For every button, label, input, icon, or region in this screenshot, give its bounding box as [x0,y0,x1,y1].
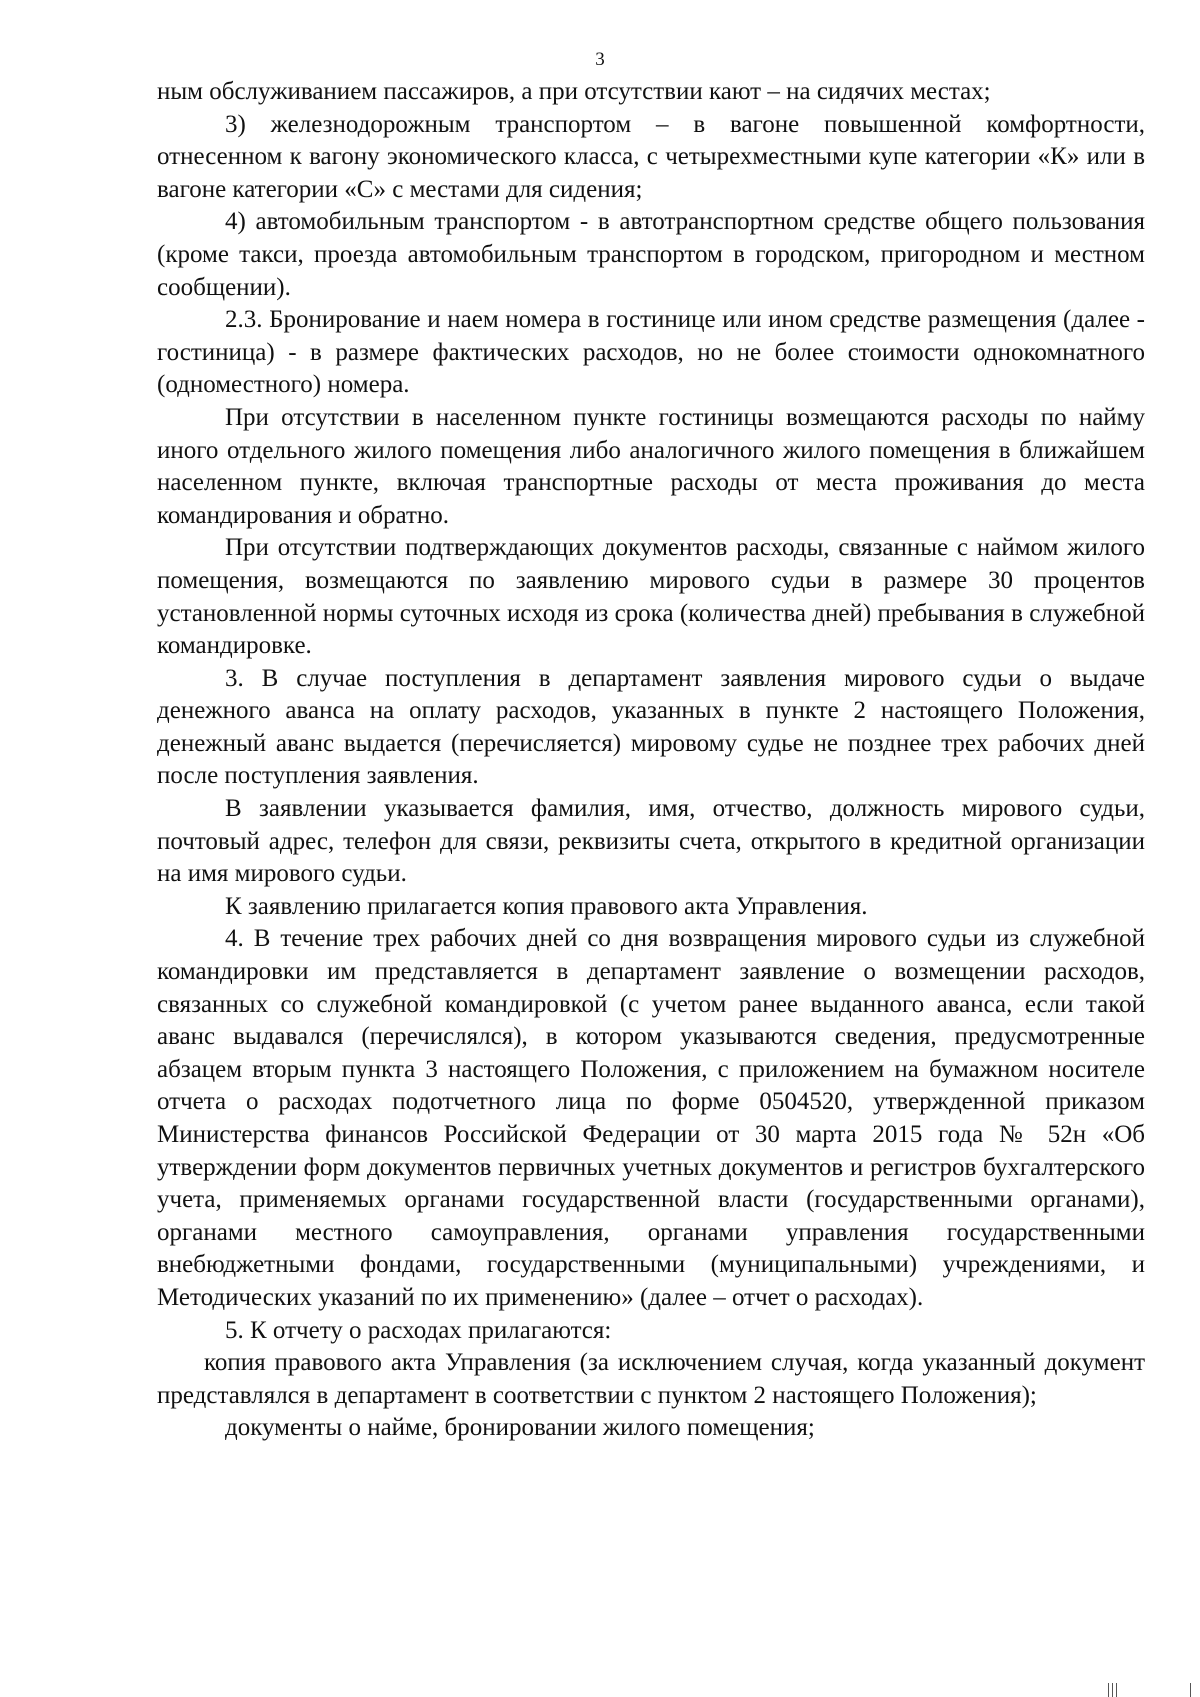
paragraph-legal-act-copy: копия правового акта Управления (за исключением случая, когда указанный документ представлялся в департамент в соответствии с пунктом 2 настоящего Положения); [157,1349,1145,1409]
paragraph-housing-documents: документы о найме, бронировании жилого помещения; [225,1414,815,1442]
page-number: 3 [595,49,605,70]
scan-edge-mark [1190,1683,1191,1697]
paragraph-no-hotel: При отсутствии в населенном пункте гостиницы возмещаются расходы по найму иного отдельного жилого помещения либо аналогичного жилого помещения в ближайшем населенном пункте, включая транспортные расходы от места проживания до места командирования и обратно. [157,403,1145,529]
paragraph-road-transport: 4) автомобильным транспортом - в автотранспортном средстве общего пользования (кроме такси, проезда автомобильным транспортом в городском, пригородном и местном сообщении). [157,208,1145,301]
paragraph-rail-transport: 3) железнодорожным транспортом – в вагоне повышенной комфортности, отнесенном к вагону экономического класса, с четырехместными купе категории «К» или в вагоне категории «С» с местами для сидения; [157,110,1145,203]
paragraph-report-attachments: 5. К отчету о расходах прилагаются: [225,1316,612,1344]
paragraph-continuation: ным обслуживанием пассажиров, а при отсутствии кают – на сидячих местах; [157,78,991,105]
paragraph-no-documents: При отсутствии подтверждающих документов расходы, связанные с наймом жилого помещения, возмещаются по заявлению мирового судьи в размере 30 процентов установленной нормы суточных исходя из срока (количества дней) пребывания в служебной командировке. [157,534,1145,660]
paragraph-expense-report: 4. В течение трех рабочих дней со дня возвращения мирового судьи из служебной командировки им представляется в департамент заявление о возмещении расходов, связанных со служебной командировкой (с учетом ранее выданного аванса, если такой аванс выдавался (перечислялся), в котором указываются сведения, предусмотренные абзацем вторым пункта 3 настоящего Положения, с приложением на бумажном носителе отчета о расходах подотчетного лица по форме 0504520, утвержденной приказом Министерства финансов Российской Федерации от 30 марта 2015 года № 52н «Об утверждении форм документов первичных учетных документов и регистров бухгалтерского учета, применяемых органами государственной власти (государственными органами), органами местного самоуправления, органами управления государственными внебюджетными фондами, государственными (муниципальными) учреждениями, и Методических указаний по их применению» (далее – отчет о расходах). [157,925,1145,1311]
document-body [157,76,1145,1445]
scan-edge-mark [1112,1683,1113,1697]
scan-edge-mark [1108,1683,1109,1697]
paragraph-application-details: В заявлении указывается фамилия, имя, отчество, должность мирового судьи, почтовый адрес, телефон для связи, реквизиты счета, открытого в кредитной организации на имя мирового судьи. [157,795,1145,888]
paragraph-advance: 3. В случае поступления в департамент заявления мирового судьи о выдаче денежного аванса на оплату расходов, указанных в пункте 2 настоящего Положения, денежный аванс выдается (перечисляется) мировому судье не позднее трех рабочих дней после поступления заявления. [157,664,1145,790]
scan-edge-mark [1116,1683,1117,1697]
paragraph-application-attachment: К заявлению прилагается копия правового акта Управления. [225,892,868,920]
paragraph-hotel-booking: 2.3. Бронирование и наем номера в гостинице или ином средстве размещения (далее - гостиница) - в размере фактических расходов, но не более стоимости однокомнатного (одноместного) номера. [157,306,1145,399]
